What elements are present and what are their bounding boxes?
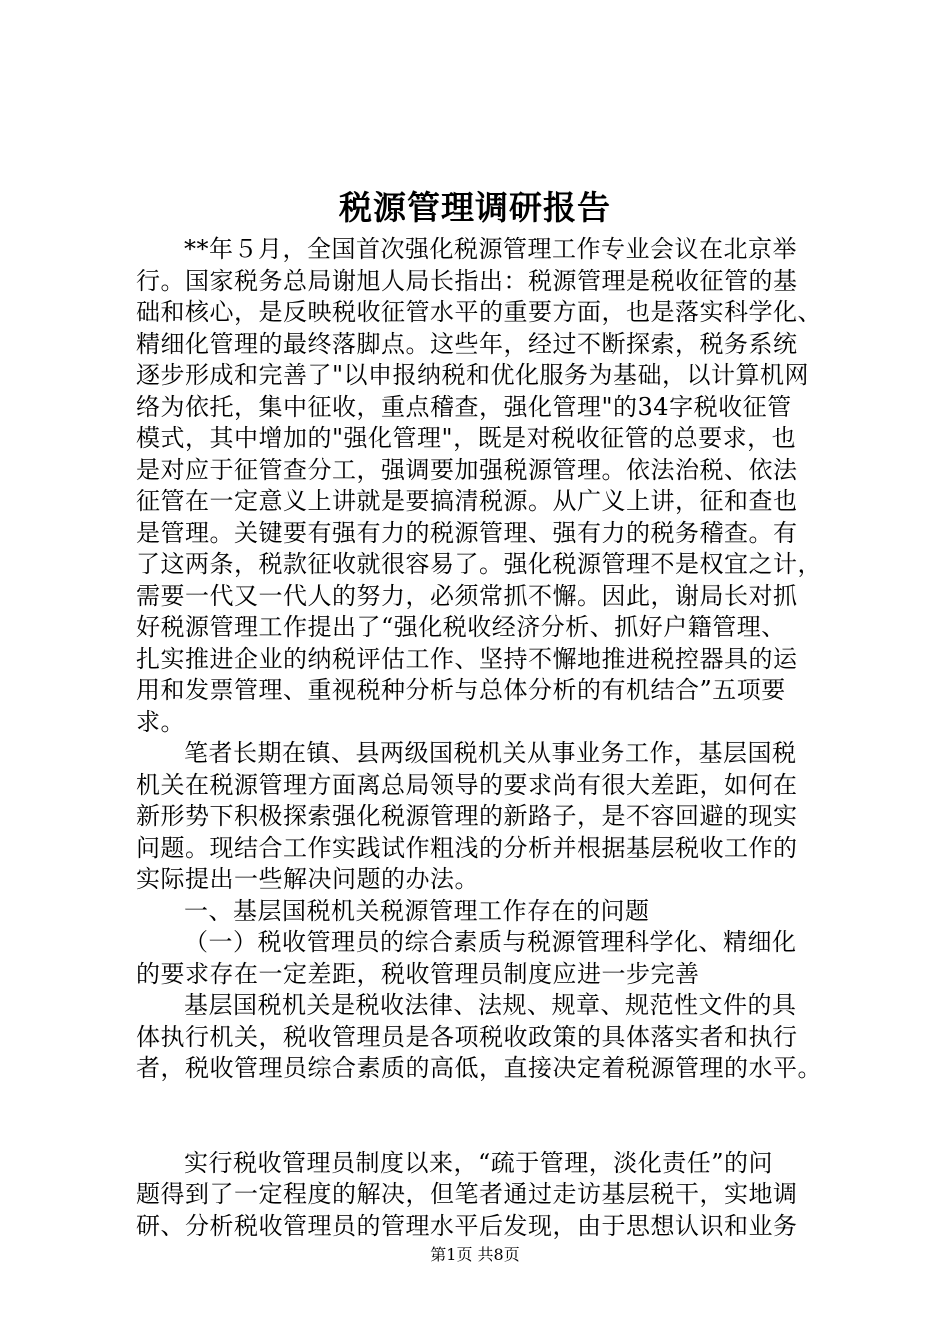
text-line: 络为依托，集中征收，重点稽查，强化管理"的34字税收征管 <box>136 392 792 421</box>
page-number-footer: 第1页 共8页 <box>430 1245 520 1264</box>
text-line: 逐步形成和完善了"以申报纳税和优化服务为基础，以计算机网 <box>136 361 810 389</box>
text-line: 是对应于征管查分工，强调要加强税源管理。依法治税、依法 <box>136 455 798 484</box>
text-line: 了这两条，税款征收就很容易了。强化税源管理不是权宜之计， <box>136 550 822 578</box>
document-body <box>136 234 856 1242</box>
text-line: 行。国家税务总局谢旭人局长指出：税源管理是税收征管的基 <box>136 266 798 295</box>
text-line: 研、分析税收管理员的管理水平后发现，由于思想认识和业务 <box>136 1211 798 1240</box>
text-line: 者，税收管理员综合素质的高低，直接决定着税源管理的水平。 <box>136 1054 822 1082</box>
text-line: **年５月，全国首次强化税源管理工作专业会议在北京举 <box>184 235 797 263</box>
text-line: 好税源管理工作提出了“强化税收经济分析、抓好户籍管理、 <box>136 613 786 641</box>
text-line: 题得到了一定程度的解决，但笔者通过走访基层税干，实地调 <box>136 1180 798 1208</box>
text-line: 扎实推进企业的纳税评估工作、坚持不懈地推进税控器具的运 <box>136 644 798 673</box>
text-line: 模式，其中增加的"强化管理"，既是对税收征管的总要求，也 <box>136 424 797 452</box>
text-line: 是管理。关键要有强有力的税源管理、强有力的税务稽查。有 <box>136 518 798 547</box>
text-line: 体执行机关，税收管理员是各项税收政策的具体落实者和执行 <box>136 1022 798 1051</box>
text-line: 基层国税机关是税收法律、法规、规章、规范性文件的具 <box>184 991 797 1019</box>
subsection-heading-continued: 的要求存在一定差距，税收管理员制度应进一步完善 <box>136 959 700 988</box>
section-heading: 一、基层国税机关税源管理工作存在的问题 <box>184 896 650 925</box>
text-line: 需要一代又一代人的努力，必须常抓不懈。因此，谢局长对抓 <box>136 581 798 610</box>
text-line: 实行税收管理员制度以来，“疏于管理，淡化责任”的问 <box>184 1148 774 1177</box>
document-title: 税源管理调研报告 <box>339 188 611 227</box>
text-line: 础和核心，是反映税收征管水平的重要方面，也是落实科学化、 <box>136 298 822 326</box>
text-line: 机关在税源管理方面离总局领导的要求尚有很大差距，如何在 <box>136 770 798 799</box>
subsection-heading: （一）税收管理员的综合素质与税源管理科学化、精细化 <box>184 928 797 956</box>
text-line: 新形势下积极探索强化税源管理的新路子，是不容回避的现实 <box>136 802 798 830</box>
text-line: 问题。现结合工作实践试作粗浅的分析并根据基层税收工作的 <box>136 833 798 862</box>
text-line: 求。 <box>136 707 185 736</box>
text-line: 用和发票管理、重视税种分析与总体分析的有机结合”五项要 <box>136 676 786 704</box>
text-line: 实际提出一些解决问题的办法。 <box>136 865 479 893</box>
text-line: 征管在一定意义上讲就是要搞清税源。从广义上讲，征和查也 <box>136 487 798 515</box>
text-line: 笔者长期在镇、县两级国税机关从事业务工作，基层国税 <box>184 739 797 767</box>
paragraph-gap <box>136 1085 856 1148</box>
text-line: 精细化管理的最终落脚点。这些年，经过不断探索，税务系统 <box>136 329 798 358</box>
